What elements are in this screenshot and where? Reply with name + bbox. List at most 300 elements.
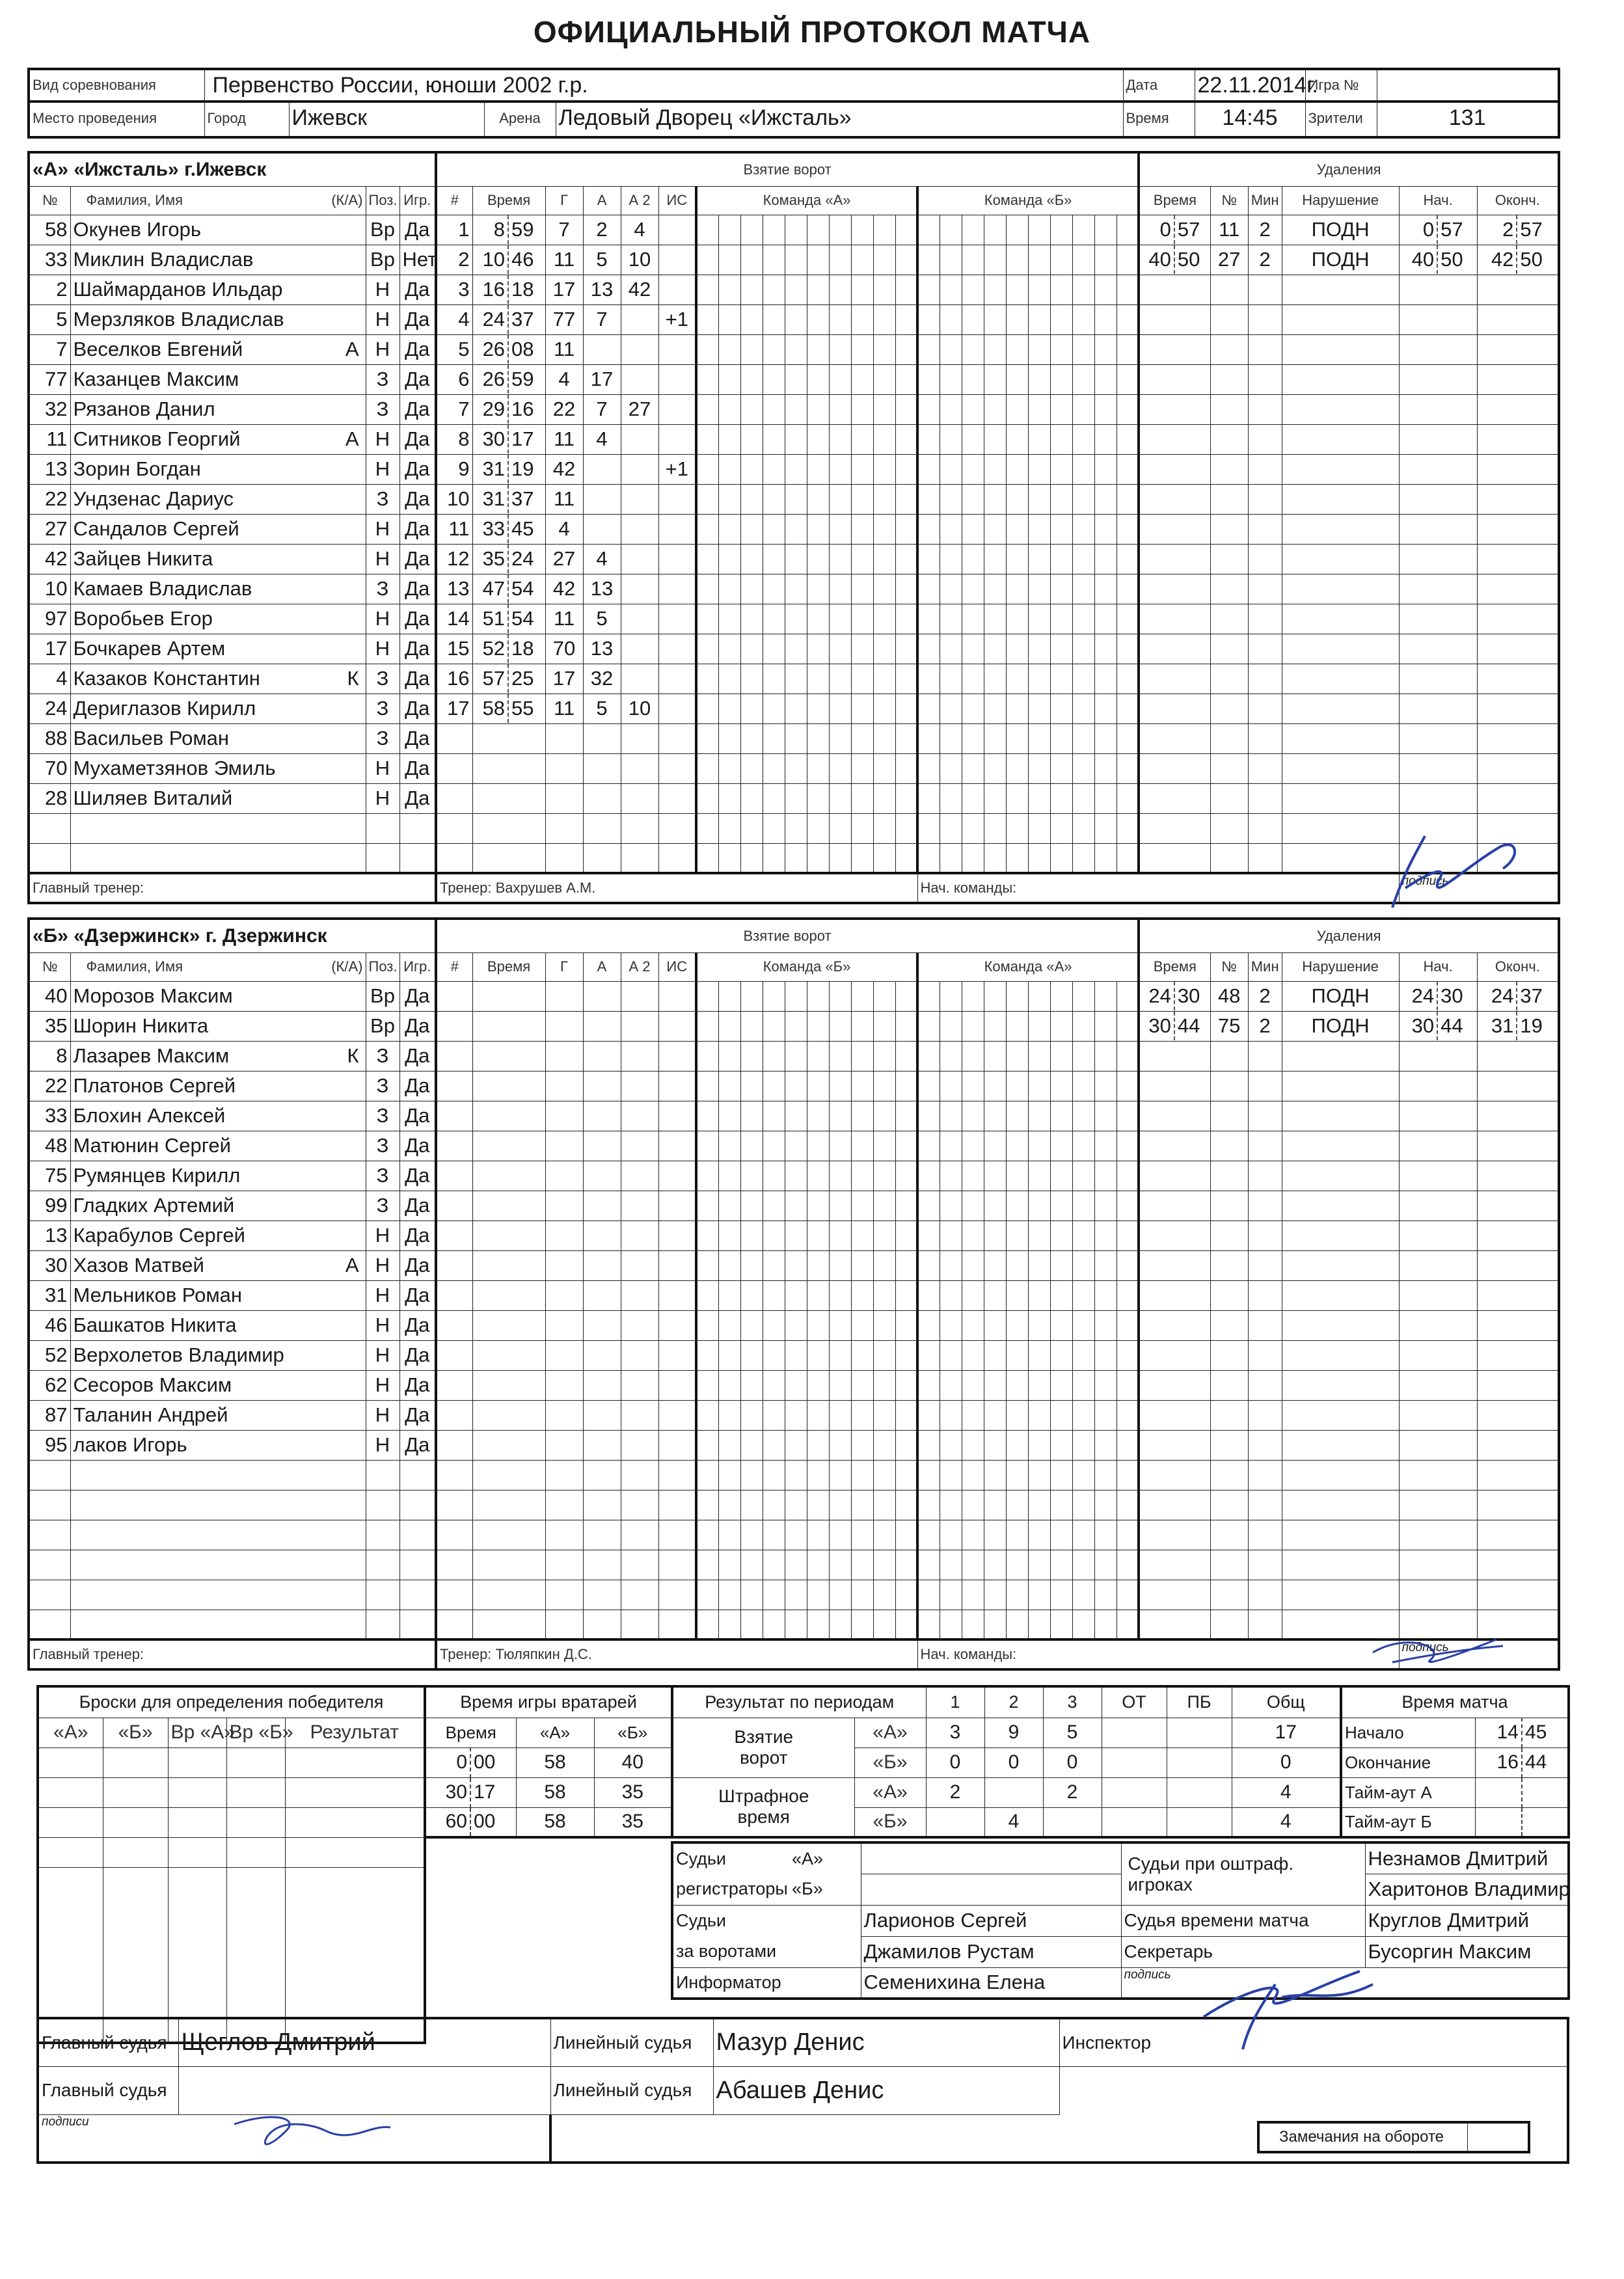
teamA-pen-player: [1210, 783, 1248, 813]
teamB-pen-player: [1210, 1490, 1248, 1520]
teamB-goal-assist2: [621, 1220, 658, 1250]
teamB-pen-player: 48: [1210, 981, 1248, 1011]
teamB-pen-end: [1477, 1101, 1559, 1131]
teamB-player-row: [29, 1071, 1559, 1101]
teamA-goal-is: [658, 364, 696, 394]
teamA-player-name: Бочкарев Артем: [70, 634, 366, 664]
goalie-row-2-sec: 17: [470, 1777, 516, 1807]
teamA-player-name: Мерзляков Владислав: [70, 304, 366, 334]
teamB-goal-is: [658, 1071, 696, 1101]
teamB-goal-assist1: [583, 1520, 621, 1550]
teamB-player-number: [29, 1580, 70, 1610]
teamB-goal-assist2: [621, 1011, 658, 1041]
registrars-label-2: регистраторы: [672, 1874, 789, 1905]
teamA-goal-is: [658, 544, 696, 574]
teamB-goal-assist1: [583, 1101, 621, 1131]
teamA-pen-start: 0 57: [1399, 215, 1477, 245]
teamA-player-plays: Да: [399, 664, 436, 694]
teamA-player-name: [70, 813, 366, 843]
teamB-team-chief-label: Нач. команды:: [917, 1639, 1399, 1669]
periods-title: Результат по периодам: [672, 1686, 926, 1718]
teamB-player-pos: [366, 1490, 399, 1520]
teamA-goal-assist1: 13: [583, 275, 621, 304]
teamB-pen-start: [1399, 1340, 1477, 1370]
teamB-player-row: [29, 1550, 1559, 1580]
teamA-player-plays: Да: [399, 394, 436, 424]
teamA-pen-end: [1477, 514, 1559, 544]
teamB-goal-is: [658, 1370, 696, 1400]
teamB-goal-assist2: [621, 1161, 658, 1191]
teamB-pen-infraction: ПОДН: [1282, 1011, 1399, 1041]
teamB-player-number: 31: [29, 1280, 70, 1310]
teamA-player-number: 11: [29, 424, 70, 454]
secretary-signature: [1191, 1958, 1386, 2056]
teamA-pen-min: [1248, 843, 1282, 873]
teamB-pen-start: [1399, 1490, 1477, 1520]
main-referee-label-1: Главный судья: [38, 2018, 178, 2066]
teamB-goal-is: [658, 981, 696, 1011]
teamA-goal-assist1: 4: [583, 424, 621, 454]
teamB-player-plays: [399, 1580, 436, 1610]
teamA-goal-is: [658, 753, 696, 783]
teamA-pen-time: [1139, 753, 1210, 783]
teamB-goal-num: [436, 1101, 472, 1131]
teamB-goal-time: [472, 1220, 545, 1250]
teamA-player-plays: Да: [399, 634, 436, 664]
teamA-player-row: [29, 245, 1559, 275]
teamB-pen-infraction: [1282, 1580, 1399, 1610]
teamA-player-plays: Да: [399, 783, 436, 813]
teamA-h-time: Время: [472, 186, 545, 215]
teamA-goal-time: [472, 783, 545, 813]
teamA-pen-start: [1399, 664, 1477, 694]
teamB-player-plays: Да: [399, 1101, 436, 1131]
teamA-player-name: Шаймарданов Ильдар: [70, 275, 366, 304]
teamA-player-pos: Н: [366, 544, 399, 574]
teamB-player-number: [29, 1520, 70, 1550]
teamB-h-end: Оконч.: [1477, 952, 1559, 981]
teamA-pen-end: [1477, 634, 1559, 664]
teamA-player-name: Веселков Евгений А: [70, 334, 366, 364]
teamB-goal-time: [472, 1460, 545, 1490]
teamA-player-pos: Н: [366, 753, 399, 783]
teamA-goal-scorer: [545, 843, 583, 873]
teamA-pen-start: [1399, 544, 1477, 574]
teamA-player-name: Окунев Игорь: [70, 215, 366, 245]
teamB-player-number: 48: [29, 1131, 70, 1161]
teamB-player-number: 13: [29, 1220, 70, 1250]
teamA-pen-end: [1477, 364, 1559, 394]
teamA-pen-min: [1248, 634, 1282, 664]
teamA-h-is: ИС: [658, 186, 696, 215]
teamA-goal-scorer: 27: [545, 544, 583, 574]
teamB-goal-scorer: [545, 1310, 583, 1340]
informer-value: Семенихина Елена: [861, 1967, 1121, 1999]
linesman-label-2: Линейный судья: [550, 2066, 713, 2114]
teamA-pen-infraction: ПОДН: [1282, 245, 1399, 275]
teamB-player-pos: З: [366, 1191, 399, 1220]
teamA-goal-is: +1: [658, 454, 696, 484]
teamB-goal-num: [436, 981, 472, 1011]
teamB-pen-player: [1210, 1460, 1248, 1490]
teamA-goal-scorer: 77: [545, 304, 583, 334]
teamA-goal-num: 14: [436, 604, 472, 634]
teamB-goal-num: [436, 1370, 472, 1400]
teamB-pen-end: [1477, 1430, 1559, 1460]
teamB-goal-is: [658, 1520, 696, 1550]
teamA-player-pos: [366, 843, 399, 873]
teamA-goal-scorer: [545, 783, 583, 813]
teamB-player-plays: Да: [399, 1370, 436, 1400]
teamA-pen-time: [1139, 694, 1210, 723]
teamB-goal-assist1: [583, 1220, 621, 1250]
teamA-title: «А» «Ижсталь» г.Ижевск: [29, 152, 436, 186]
teamA-player-plays: Да: [399, 484, 436, 514]
teamA-pen-min: [1248, 334, 1282, 364]
teamB-player-pos: Н: [366, 1220, 399, 1250]
teamA-goal-num: [436, 783, 472, 813]
teamA-pen-start: [1399, 514, 1477, 544]
coach-a-signature: [1366, 810, 1536, 921]
teamB-player-pos: Н: [366, 1250, 399, 1280]
teamB-player-pos: З: [366, 1161, 399, 1191]
teamB-player-pos: Вр: [366, 981, 399, 1011]
teamB-goal-time: [472, 981, 545, 1011]
teamA-pen-min: [1248, 484, 1282, 514]
teamB-pen-player: [1210, 1191, 1248, 1220]
teamA-goal-assist2: [621, 334, 658, 364]
teamA-goal-time: 51 54: [472, 604, 545, 634]
teamB-player-number: 46: [29, 1310, 70, 1340]
teamB-player-row: [29, 1520, 1559, 1550]
periods-h-3: 3: [1043, 1686, 1102, 1718]
teamA-h-play: Игр.: [399, 186, 436, 215]
teamB-player-number: 35: [29, 1011, 70, 1041]
teamB-player-pos: З: [366, 1131, 399, 1161]
teamA-pen-end: [1477, 664, 1559, 694]
teamB-pen-player: [1210, 1610, 1248, 1639]
teamB-goal-scorer: [545, 1460, 583, 1490]
teamB-pen-time: [1139, 1101, 1210, 1131]
goalie-row-3-sec: 00: [470, 1807, 516, 1837]
teamA-player-number: 24: [29, 694, 70, 723]
teamB-goal-time: [472, 1520, 545, 1550]
teamA-h-a2: А 2: [621, 186, 658, 215]
teamB-goal-num: [436, 1520, 472, 1550]
teamA-pen-start: [1399, 574, 1477, 604]
teamA-pen-time: [1139, 484, 1210, 514]
teamB-pen-end: [1477, 1550, 1559, 1580]
teamA-pen-time: [1139, 574, 1210, 604]
teamA-goal-assist2: [621, 424, 658, 454]
periods-row-pen-a-team: «А»: [854, 1777, 926, 1807]
teamA-goal-time: [472, 723, 545, 753]
teamA-goal-assist2: [621, 783, 658, 813]
teamA-goal-assist2: [621, 664, 658, 694]
secretary-label: Секретарь: [1121, 1936, 1365, 1967]
teamA-player-row: [29, 304, 1559, 334]
timeout-b-label: Тайм-аут Б: [1341, 1807, 1475, 1837]
goalie-h-time: Время: [425, 1718, 516, 1747]
teamB-pen-player: [1210, 1310, 1248, 1340]
periods-row-pen-b-pb: [1167, 1807, 1232, 1837]
teamB-pen-infraction: [1282, 1370, 1399, 1400]
teamB-goal-time: [472, 1370, 545, 1400]
teamB-h-a: А: [583, 952, 621, 981]
teamA-pen-min: [1248, 364, 1282, 394]
arena-value: Ледовый Дворец «Ижсталь»: [556, 101, 1123, 137]
teamA-goal-is: [658, 215, 696, 245]
teamA-goal-scorer: 7: [545, 215, 583, 245]
teamB-h-ptime: Время: [1139, 952, 1210, 981]
teamB-player-name: [70, 1460, 366, 1490]
teamA-pen-infraction: [1282, 574, 1399, 604]
teamB-player-name: [70, 1550, 366, 1580]
teamA-pen-infraction: [1282, 484, 1399, 514]
periods-row-pen-b-p1: [926, 1807, 984, 1837]
teamB-goal-time: [472, 1280, 545, 1310]
teamA-player-row: [29, 364, 1559, 394]
teamB-player-number: 33: [29, 1101, 70, 1131]
teamA-pen-player: [1210, 484, 1248, 514]
teamB-pen-time: [1139, 1220, 1210, 1250]
goalie-row-1-b: 40: [594, 1747, 672, 1777]
teamB-pen-player: [1210, 1520, 1248, 1550]
teamA-pen-start: [1399, 334, 1477, 364]
penalty-box-judges-label: Судьи при оштраф. игроках: [1121, 1842, 1365, 1905]
teamA-goal-is: [658, 424, 696, 454]
match-end-label: Окончание: [1341, 1747, 1475, 1777]
teamA-player-pos: Вр: [366, 245, 399, 275]
teamA-goal-scorer: 22: [545, 394, 583, 424]
teamB-pen-time: [1139, 1610, 1210, 1639]
teamA-pen-infraction: [1282, 604, 1399, 634]
teamA-pen-time: [1139, 544, 1210, 574]
teamA-goal-time: 33 45: [472, 514, 545, 544]
teamB-pen-min: [1248, 1430, 1282, 1460]
goalie-row-3-b: 35: [594, 1807, 672, 1837]
teamB-goal-time: [472, 1550, 545, 1580]
teamB-goal-scorer: [545, 1191, 583, 1220]
teamB-player-name: Блохин Алексей: [70, 1101, 366, 1131]
teamB-pen-time: [1139, 1520, 1210, 1550]
teamA-player-number: 2: [29, 275, 70, 304]
teamB-goal-num: [436, 1550, 472, 1580]
teamA-player-number: 5: [29, 304, 70, 334]
teamA-goal-num: 7: [436, 394, 472, 424]
teamA-pen-time: [1139, 364, 1210, 394]
teamA-pen-player: 27: [1210, 245, 1248, 275]
teamA-pen-player: [1210, 514, 1248, 544]
teamB-pen-end: [1477, 1250, 1559, 1280]
teamA-goal-num: 9: [436, 454, 472, 484]
teamA-player-pos: Н: [366, 424, 399, 454]
teamA-goal-is: [658, 604, 696, 634]
teamA-player-row: [29, 843, 1559, 873]
teamB-pen-time: [1139, 1161, 1210, 1191]
teamA-pen-end: [1477, 783, 1559, 813]
teamA-goal-num: 13: [436, 574, 472, 604]
teamB-player-name: Румянцев Кирилл: [70, 1161, 366, 1191]
teamA-pen-player: [1210, 275, 1248, 304]
teamB-h-cmd1: Команда «Б»: [696, 952, 917, 981]
teamB-pen-min: [1248, 1071, 1282, 1101]
teamB-h-time: Время: [472, 952, 545, 981]
teamB-player-name: Хазов Матвей А: [70, 1250, 366, 1280]
goal-judge-2: Джамилов Рустам: [861, 1936, 1121, 1967]
teamB-player-number: 75: [29, 1161, 70, 1191]
teamA-goal-assist1: 5: [583, 604, 621, 634]
teamB-pen-player: [1210, 1340, 1248, 1370]
teamB-pen-player: 75: [1210, 1011, 1248, 1041]
teamA-goal-num: 2: [436, 245, 472, 275]
teamA-goal-num: 4: [436, 304, 472, 334]
teamB-goal-time: [472, 1161, 545, 1191]
teamA-goal-num: 12: [436, 544, 472, 574]
secretary-value: Бусоргин Максим: [1365, 1936, 1569, 1967]
teamB-goal-assist2: [621, 1520, 658, 1550]
teamA-signature-label: подпись: [1399, 873, 1559, 903]
teamB-player-pos: [366, 1520, 399, 1550]
teamB-player-pos: [366, 1550, 399, 1580]
teamA-player-pos: З: [366, 394, 399, 424]
teamA-pen-infraction: [1282, 334, 1399, 364]
teamA-pen-player: [1210, 664, 1248, 694]
teamA-pen-time: [1139, 304, 1210, 334]
teamB-pen-min: [1248, 1191, 1282, 1220]
teamA-goal-is: [658, 664, 696, 694]
teamA-pen-time: [1139, 723, 1210, 753]
teamA-player-pos: З: [366, 723, 399, 753]
teamA-player-name: Сандалов Сергей: [70, 514, 366, 544]
teamA-player-plays: Да: [399, 753, 436, 783]
teamB-pen-player: [1210, 1161, 1248, 1191]
teamA-player-row: [29, 275, 1559, 304]
teamA-pen-start: [1399, 723, 1477, 753]
teamB-goal-is: [658, 1310, 696, 1340]
teamB-player-name: Лазарев Максим К: [70, 1041, 366, 1071]
teamB-pen-infraction: [1282, 1280, 1399, 1310]
teamB-pen-infraction: ПОДН: [1282, 981, 1399, 1011]
teamB-goal-assist1: [583, 1191, 621, 1220]
teamB-goal-num: [436, 1460, 472, 1490]
teamB-goal-scorer: [545, 1280, 583, 1310]
teamB-goal-is: [658, 1580, 696, 1610]
shootout-title: Броски для определения победителя: [38, 1686, 425, 1718]
teamB-goal-assist2: [621, 1490, 658, 1520]
teamB-pen-time: [1139, 1340, 1210, 1370]
periods-h-pb: ПБ: [1167, 1686, 1232, 1718]
teamA-pen-time: [1139, 843, 1210, 873]
teamB-player-number: 87: [29, 1400, 70, 1430]
teamB-player-pos: З: [366, 1101, 399, 1131]
teamB-h-name: Фамилия, Имя (К/А): [70, 952, 366, 981]
periods-row-pen-a-total: 4: [1232, 1777, 1341, 1807]
registrars-b: «Б»: [789, 1874, 861, 1905]
teamB-goal-num: [436, 1400, 472, 1430]
teamA-pen-player: [1210, 424, 1248, 454]
teamA-goal-is: [658, 334, 696, 364]
periods-h-1: 1: [926, 1686, 984, 1718]
teamB-goal-scorer: [545, 1071, 583, 1101]
teamB-goal-assist1: [583, 1250, 621, 1280]
teamA-goal-assist2: 27: [621, 394, 658, 424]
teamB-player-plays: Да: [399, 1250, 436, 1280]
teamB-player-plays: Да: [399, 1400, 436, 1430]
teamB-goal-assist1: [583, 1310, 621, 1340]
teamB-protocol-table: [27, 917, 1560, 1671]
teamB-pen-infraction: [1282, 1400, 1399, 1430]
teamA-player-row: [29, 514, 1559, 544]
teamB-player-number: [29, 1490, 70, 1520]
teamB-pen-end: [1477, 1220, 1559, 1250]
teamA-goal-num: 17: [436, 694, 472, 723]
teamB-player-pos: Н: [366, 1400, 399, 1430]
teamA-goal-is: [658, 813, 696, 843]
teamA-pen-start: [1399, 364, 1477, 394]
teamB-pen-time: [1139, 1191, 1210, 1220]
teamA-goal-assist1: 32: [583, 664, 621, 694]
teamB-goal-is: [658, 1340, 696, 1370]
teamA-pen-min: [1248, 753, 1282, 783]
teamB-pen-start: [1399, 1430, 1477, 1460]
teamB-pen-time: [1139, 1280, 1210, 1310]
teamB-pen-min: [1248, 1490, 1282, 1520]
teamA-goal-assist1: 5: [583, 694, 621, 723]
teamA-pen-end: [1477, 304, 1559, 334]
teamA-goal-scorer: 11: [545, 604, 583, 634]
teamB-goal-num: [436, 1280, 472, 1310]
shootout-h-a: «А»: [38, 1718, 103, 1747]
teamB-goal-assist1: [583, 1340, 621, 1370]
teamA-goal-assist1: [583, 334, 621, 364]
teamA-goal-assist1: 7: [583, 394, 621, 424]
teamB-player-name: Башкатов Никита: [70, 1310, 366, 1340]
teamB-goal-scorer: [545, 1161, 583, 1191]
teamA-player-name: Васильев Роман: [70, 723, 366, 753]
teamB-h-num: №: [29, 952, 70, 981]
teamA-pen-end: [1477, 574, 1559, 604]
teamA-goal-is: [658, 574, 696, 604]
teamB-player-plays: Да: [399, 1220, 436, 1250]
teamA-goal-is: [658, 634, 696, 664]
teamB-player-number: 8: [29, 1041, 70, 1071]
teamB-goal-time: [472, 1071, 545, 1101]
teamB-pen-min: 2: [1248, 981, 1282, 1011]
teamB-player-name: [70, 1490, 366, 1520]
goal-judge-1: Ларионов Сергей: [861, 1905, 1121, 1936]
periods-row-pen-a-ot: [1102, 1777, 1167, 1807]
teamB-goal-is: [658, 1220, 696, 1250]
periods-row-goals-b-p2: 0: [984, 1747, 1043, 1777]
teamA-player-plays: Да: [399, 424, 436, 454]
officials-table: [671, 1841, 1570, 2000]
teamB-pen-min: [1248, 1131, 1282, 1161]
teamB-player-pos: Н: [366, 1310, 399, 1340]
teamA-player-row: [29, 215, 1559, 245]
teamA-penalties-header: Удаления: [1139, 152, 1559, 186]
teamA-goal-assist2: 10: [621, 245, 658, 275]
teamA-goal-is: [658, 245, 696, 275]
teamB-goal-assist1: [583, 1041, 621, 1071]
teamB-player-name: Матюнин Сергей: [70, 1131, 366, 1161]
teamB-goal-assist2: [621, 1191, 658, 1220]
periods-row-pen-b-p3: [1043, 1807, 1102, 1837]
teamB-pen-min: [1248, 1400, 1282, 1430]
teamB-player-pos: Вр: [366, 1011, 399, 1041]
teamA-player-row: [29, 544, 1559, 574]
teamB-pen-infraction: [1282, 1340, 1399, 1370]
